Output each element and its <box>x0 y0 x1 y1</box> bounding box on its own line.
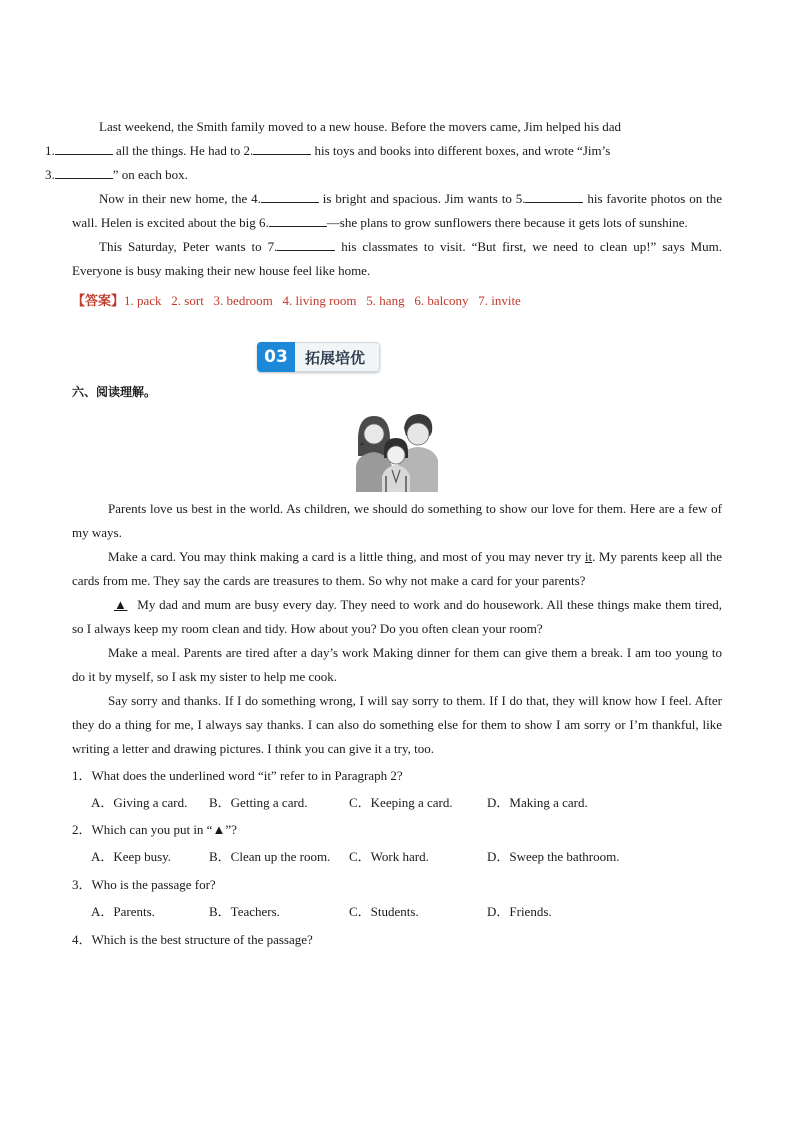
reading-paragraph-5: Say sorry and thanks. If I do something wrong, I will say sorry to them. If I do that, they will know how I feel. After they do a thing for me, I always say thanks. I can also do something else for them to show I am sorry or I’m thankful, like writing a letter and drawing pictures. I think you can give it a try, too. <box>72 693 722 756</box>
text: . My parents keep all the cards from me. They say the cards are treasures to them. So why not make a card for your parents? <box>72 549 722 588</box>
options-row <box>72 902 722 922</box>
text: ” on each box. <box>112 167 188 182</box>
banner-title: 拓展培优 <box>295 342 380 372</box>
text: This Saturday, Peter wants to 7. <box>99 239 278 254</box>
question-stem <box>72 766 722 786</box>
reading-paragraph-4: Make a meal. Parents are tired after a day’s work Making dinner for them can give them a break. I am too young to do it by myself, so I ask my sister to help me cook. <box>72 645 722 684</box>
question-stem <box>72 820 722 840</box>
text: My dad and mum are busy every day. They need to work and do housework. All these things make them tired, so I always keep my room clean and tidy. How about you? Do you often clean your room? <box>72 597 722 636</box>
question-text: Who is the passage for? <box>91 877 216 892</box>
option-a[interactable]: A．Keep busy. <box>91 849 172 864</box>
blank-5 <box>525 190 583 203</box>
underlined-word: it <box>584 549 593 564</box>
question-stem <box>72 875 722 895</box>
family-picture <box>354 410 438 492</box>
option-c[interactable]: C．Keeping a card. <box>349 795 453 810</box>
options-row <box>72 793 722 813</box>
text: Now in their new home, the 4. <box>99 191 261 206</box>
option-b[interactable]: B．Clean up the room. <box>209 849 331 864</box>
blank-3 <box>55 166 113 179</box>
option-a[interactable]: A．Parents. <box>91 904 155 919</box>
family-illustration <box>354 410 438 492</box>
answer-label: 【答案】 <box>72 294 125 309</box>
question-number: 2． <box>72 822 92 837</box>
options-row <box>72 847 722 867</box>
blank-7 <box>277 238 335 251</box>
question-stem <box>72 930 722 950</box>
banner-number: 03 <box>257 342 295 372</box>
option-a[interactable]: A．Giving a card. <box>91 795 188 810</box>
option-b[interactable]: B．Getting a card. <box>209 795 308 810</box>
option-b[interactable]: B．Teachers. <box>209 904 280 919</box>
text: Make a card. You may think making a card is a little thing, and most of you may never try <box>108 549 585 564</box>
question-number: 3． <box>72 877 92 892</box>
question-text: Which can you put in “▲”? <box>91 822 237 837</box>
option-d[interactable]: D．Friends. <box>487 904 552 919</box>
reading-paragraph-2 <box>72 545 722 593</box>
cloze-passage <box>45 115 722 312</box>
blank-6 <box>269 214 327 227</box>
option-d[interactable]: D．Sweep the bathroom. <box>487 849 620 864</box>
questions <box>72 766 722 950</box>
text: his toys and books into different boxes, and wrote “Jim’s <box>311 143 611 158</box>
section-heading: 六、阅读理解。 <box>72 385 157 399</box>
cloze-paragraph-1 <box>45 115 722 187</box>
option-c[interactable]: C．Students. <box>349 904 419 919</box>
question-number: 1． <box>72 768 92 783</box>
blank-2 <box>253 142 311 155</box>
reading-paragraph-3 <box>72 593 722 641</box>
text: his classmates to visit. “But first, we need to clean up!” says Mum. Everyone is busy making their new house feel like home. <box>72 239 722 278</box>
option-c[interactable]: C．Work hard. <box>349 849 429 864</box>
reading-paragraph-1: Parents love us best in the world. As children, we should do something to show our love for them. Here are a few of my ways. <box>72 501 722 540</box>
blank-number: 3. <box>45 167 55 182</box>
option-d[interactable]: D．Making a card. <box>487 795 588 810</box>
text: Last weekend, the Smith family moved to a new house. Before the movers came, Jim helped his dad <box>99 119 622 134</box>
question-text: Which is the best structure of the passage? <box>91 932 313 947</box>
section-banner <box>257 342 380 372</box>
text: his favorite photos on the wall. Helen is excited about the big 6. <box>72 191 722 230</box>
reading-passage <box>72 497 722 761</box>
question-1 <box>72 766 722 820</box>
question-4 <box>72 930 722 950</box>
blank-1 <box>55 142 113 155</box>
blank-number: 1. <box>45 143 55 158</box>
cloze-paragraph-3 <box>72 235 722 283</box>
blank-4 <box>261 190 319 203</box>
question-number: 4． <box>72 932 92 947</box>
answer-text: 1. pack 2. sort 3. bedroom 4. living room 5. hang 6. balcony 7. invite <box>124 293 521 308</box>
question-text: What does the underlined word “it” refer to in Paragraph 2? <box>91 768 403 783</box>
cloze-paragraph-2 <box>72 187 722 235</box>
answer-line <box>72 291 722 312</box>
blank-marker: ▲ <box>114 597 128 612</box>
question-2 <box>72 820 722 875</box>
text: is bright and spacious. Jim wants to 5. <box>318 191 526 206</box>
question-3 <box>72 875 722 930</box>
text: —she plans to grow sunflowers there because it gets lots of sunshine. <box>326 215 688 230</box>
text: all the things. He had to 2. <box>112 143 254 158</box>
